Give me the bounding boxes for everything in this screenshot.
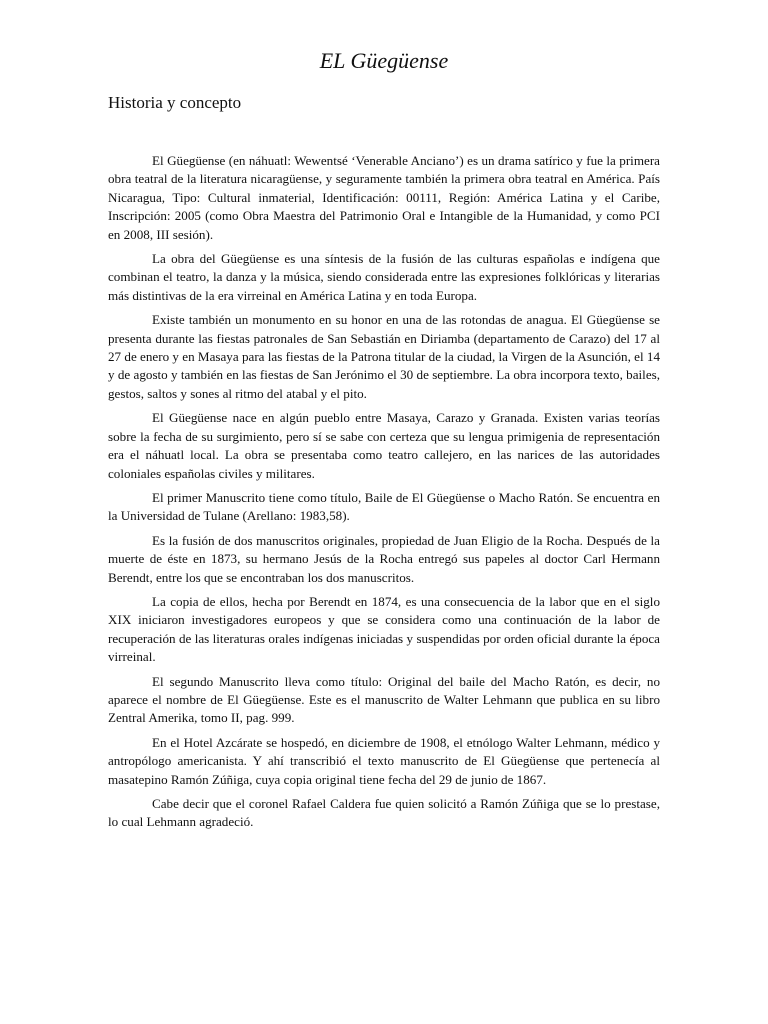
paragraph-7: La copia de ellos, hecha por Berendt en 1874, es una consecuencia de la labor que en el siglo XIX iniciaron investigadores europeos y que se considera como una continuación de la labor de recuperación de las literaturas orales indígenas iniciadas y suspendidas por orden oficial durante la época virreinal. <box>108 593 660 665</box>
paragraph-2: La obra del Güegüense es una síntesis de la fusión de las culturas españolas e indígena que combinan el teatro, la danza y la música, siendo considerada entre las expresiones folklóricas y literarias más distintivas de la era virreinal en América Latina y en toda Europa. <box>108 251 660 303</box>
paragraph-6: Es la fusión de dos manuscritos originales, propiedad de Juan Eligio de la Rocha. Después de la muerte de éste en 1873, su hermano Jesús de la Rocha entregó sus papeles al doctor Carl Hermann Berendt, entre los que se encontraban los dos manuscritos. <box>108 532 660 585</box>
paragraph-8: El segundo Manuscrito lleva como título: Original del baile del Macho Ratón, es decir, no aparece el nombre de El Güegüense. Este es el manuscrito de Walter Lehmann que publica en su libro Zentral Amerika, tomo II, pag. 999. <box>108 673 660 726</box>
document-body <box>108 152 660 832</box>
paragraph-9: En el Hotel Azcárate se hospedó, en diciembre de 1908, el etnólogo Walter Lehmann, médico y antropólogo americanista. Y ahí transcribió el texto manuscrito de El Güegüense que pertenecía al masatepino Ramón Zúñiga, cuya copia original tiene fecha del 29 de junio de 1867. <box>108 734 660 787</box>
section-heading: Historia y concepto <box>108 93 242 112</box>
document-title: EL Güegüense <box>319 48 449 73</box>
paragraph-10: Cabe decir que el coronel Rafael Caldera fue quien solicitó a Ramón Zúñiga que se lo prestase, lo cual Lehmann agradeció. <box>108 796 660 830</box>
paragraph-4: El Güegüense nace en algún pueblo entre Masaya, Carazo y Granada. Existen varias teorías sobre la fecha de su surgimiento, pero sí se sabe con certeza que su lengua primigenia de representación era el náhuatl local. La obra se presentaba como teatro callejero, en las narices de las autoridades coloniales españolas civiles y militares. <box>108 410 660 481</box>
paragraph-3: Existe también un monumento en su honor en una de las rotondas de anagua. El Güegüense se presenta durante las fiestas patronales de San Sebastián en Diriamba (departamento de Carazo) del 17 al 27 de enero y en Masaya para las fiestas de la Patrona titular de la ciudad, la Virgen de la Asunción, el 14 y de agosto y también en las fiestas de San Jerónimo el 30 de septiembre. La obra incorpora texto, bailes, gestos, saltos y sones al ritmo del atabal y el pito. <box>108 312 660 401</box>
paragraph-1: El Güegüense (en náhuatl: Wewentsé ‘Venerable Anciano’) es un drama satírico y fue la primera obra teatral de la literatura nicaragüense, y seguramente también la primera obra teatral en América. País Nicaragua, Tipo: Cultural inmaterial, Identificación: 00111, Región: América Latina y el Caribe, Inscripción: 2005 (como Obra Maestra del Patrimonio Oral e Intangible de la Humanidad, y como PCI en 2008, III sesión). <box>108 153 660 242</box>
paragraph-5: El primer Manuscrito tiene como título, Baile de El Güegüense o Macho Ratón. Se encuentra en la Universidad de Tulane (Arellano: 1983,58). <box>108 489 660 524</box>
